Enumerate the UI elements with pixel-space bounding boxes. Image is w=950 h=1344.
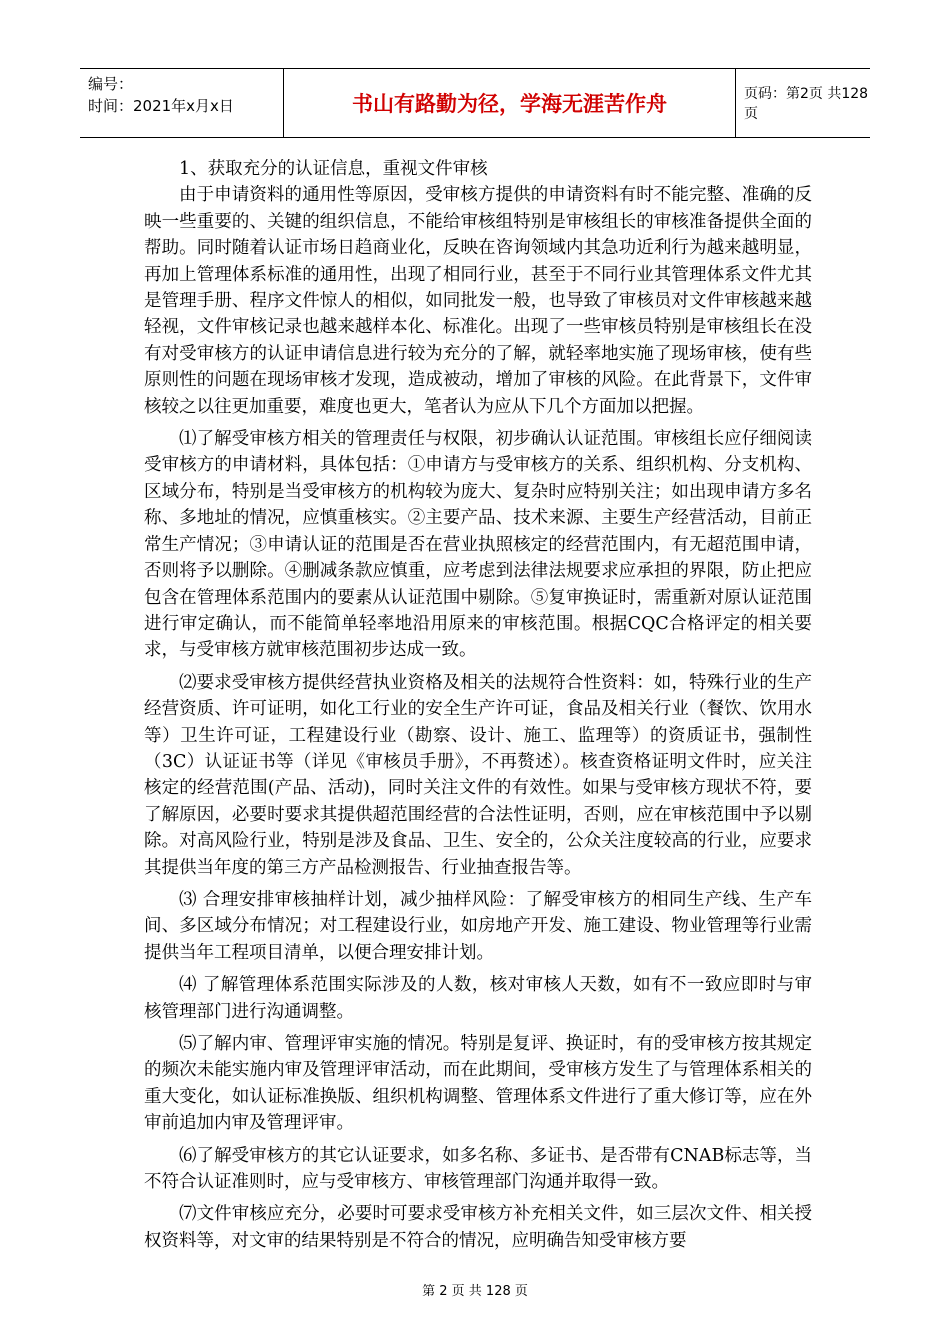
document-body — [144, 156, 812, 1254]
page-footer: 第 2 页 共 128 页 — [422, 1284, 528, 1299]
header-page-label: 页码：第2页 共128页 — [744, 86, 869, 122]
document-number-label: 编号： — [88, 75, 134, 93]
header-motto: 书山有路勤为径，学海无涯苦作舟 — [284, 69, 736, 137]
page-header — [80, 68, 870, 138]
header-meta — [80, 69, 284, 137]
paragraph: ⑹了解受审核方的其它认证要求，如多名称、多证书、是否带有CNAB标志等，当不符合认证准则时，应与受审核方、审核管理部门沟通并取得一致。 — [144, 1145, 812, 1193]
section-heading: 1、获取充分的认证信息，重视文件审核 — [179, 159, 488, 179]
paragraph: ⑵要求受审核方提供经营执业资格及相关的法规符合性资料：如，特殊行业的生产经营资质、许可证明，如化工行业的安全生产许可证，食品及相关行业（餐饮、饮用水等）卫生许可证，工程建设行业（勘察、设计、施工、监理等）的资质证书，强制性（3C）认证证书等（详见《审核员手册》，不再赘述）。核查资格证明文件时，应关注核定的经营范围(产品、活动)，同时关注文件的有效性。如果与受审核方现状不符，要了解原因，必要时要求其提供超范围经营的合法性证明，否则，应在审核范围中予以剔除。对高风险行业，特别是涉及食品、卫生、安全的，公众关注度较高的行业，应要求其提供当年度的第三方产品检测报告、行业抽查报告等。 — [144, 672, 812, 878]
paragraph: 由于申请资料的通用性等原因，受审核方提供的申请资料有时不能完整、准确的反映一些重要的、关键的组织信息，不能给审核组特别是审核组长的审核准备提供全面的帮助。同时随着认证市场日趋商业化，反映在咨询领域内其急功近利行为越来越明显，再加上管理体系标准的通用性，出现了相同行业，甚至于不同行业其管理体系文件尤其是管理手册、程序文件惊人的相似，如同批发一般，也导致了审核员对文件审核越来越轻视，文件审核记录也越来越样本化、标准化。出现了一些审核员特别是审核组长在没有对受审核方的认证申请信息进行较为充分的了解，就轻率地实施了现场审核，使有些原则性的问题在现场审核才发现，造成被动，增加了审核的风险。在此背景下，文件审核较之以往更加重要，难度也更大，笔者认为应从下几个方面加以把握。 — [144, 185, 812, 417]
paragraph: ⑶ 合理安排审核抽样计划，减少抽样风险：了解受审核方的相同生产线、生产车间、多区域分布情况；对工程建设行业，如房地产开发、施工建设、物业管理等行业需提供当年工程项目清单，以便合理安排计划。 — [144, 889, 812, 963]
paragraph: ⑺文件审核应充分，必要时可要求受审核方补充相关文件，如三层次文件、相关授权资料等，对文审的结果特别是不符合的情况，应明确告知受审核方要 — [144, 1204, 812, 1251]
document-time-label: 时间：2021年x月x日 — [88, 97, 234, 115]
paragraph: ⑸了解内审、管理评审实施的情况。特别是复评、换证时，有的受审核方按其规定的频次未能实施内审及管理评审活动，而在此期间，受审核方发生了与管理体系相关的重大变化，如认证标准换版、组织机构调整、管理体系文件进行了重大修订等，应在外审前追加内审及管理评审。 — [144, 1034, 812, 1134]
paragraph: ⑴了解受审核方相关的管理责任与权限，初步确认认证范围。审核组长应仔细阅读受审核方的申请材料，具体包括：①申请方与受审核方的关系、组织机构、分支机构、区域分布，特别是当受审核方的机构较为庞大、复杂时应特别关注；如出现申请方多名称、多地址的情况，应慎重核实。②主要产品、技术来源、主要生产经营活动，目前正常生产情况；③申请认证的范围是否在营业执照核定的经营范围内，有无超范围申请，否则将予以删除。④删减条款应慎重，应考虑到法律法规要求应承担的界限，防止把应包含在管理体系范围内的要素从认证范围中剔除。⑤复审换证时，需重新对原认证范围进行审定确认，而不能简单轻率地沿用原来的审核范围。根据CQC合格评定的相关要求，与受审核方就审核范围初步达成一致。 — [144, 429, 812, 661]
paragraph: ⑷ 了解管理体系范围实际涉及的人数，核对审核人天数，如有不一致应即时与审核管理部门进行沟通调整。 — [144, 975, 812, 1022]
